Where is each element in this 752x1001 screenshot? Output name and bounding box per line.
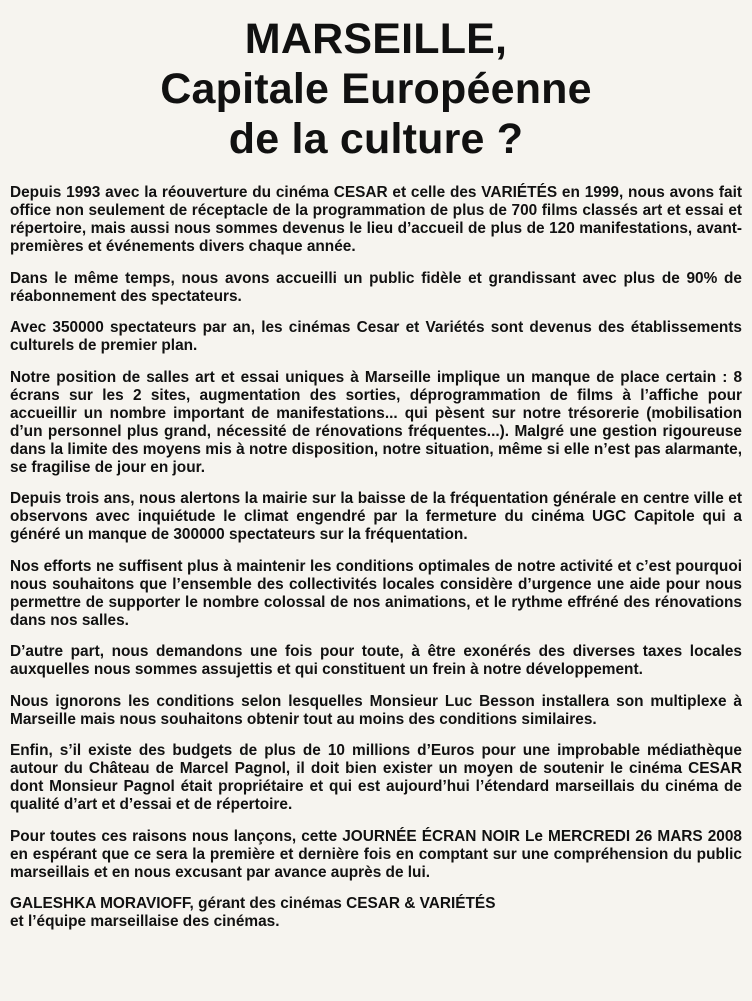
title-line-3: de la culture ?	[228, 115, 524, 163]
paragraph-6: Nos efforts ne suffisent plus à maintenir les conditions optimales de notre activité et c’est pourquoi nous souhaitons que l’ensemble des collectivités locales considère d’urgence une aide pour nous permettre de supporter le nombre colossal de nos animations, et le rythme effréné des rénovations dans nos salles.	[10, 557, 742, 629]
title-line-1: MARSEILLE,	[244, 15, 508, 63]
document-body	[10, 184, 742, 931]
paragraph-7: D’autre part, nous demandons une fois pour toute, à être exonérés des diverses taxes locales auxquelles nous sommes assujettis et qui constituent un frein à notre développement.	[10, 643, 742, 678]
title-line-2: Capitale Européenne	[160, 65, 592, 113]
page-title	[10, 14, 742, 164]
signature-line-2: et l’équipe marseillaise des cinémas.	[10, 913, 280, 930]
paragraph-10: Pour toutes ces raisons nous lançons, cette JOURNÉE ÉCRAN NOIR Le MERCREDI 26 MARS 2008 en espérant que ce sera la première et dernière fois en comptant sur une compréhension du public marseillais et en nous excusant par avance auprès de lui.	[10, 827, 742, 881]
paragraph-3: Avec 350000 spectateurs par an, les cinémas Cesar et Variétés sont devenus des établissements culturels de premier plan.	[10, 319, 742, 354]
paragraph-1: Depuis 1993 avec la réouverture du cinéma CESAR et celle des VARIÉTÉS en 1999, nous avons fait office non seulement de réceptacle de la programmation de plus de 700 films classés art et essai et répertoire, mais aussi nous sommes devenus le lieu d’accueil de plus de 120 manifestations, avant-premières et événements divers chaque année.	[10, 184, 742, 255]
signature-line-1: GALESHKA MORAVIOFF, gérant des cinémas CESAR & VARIÉTÉS	[10, 895, 496, 912]
paragraph-8: Nous ignorons les conditions selon lesquelles Monsieur Luc Besson installera son multiplexe à Marseille mais nous souhaitons obtenir tout au moins des conditions similaires.	[10, 692, 742, 728]
signature	[10, 895, 742, 931]
paragraph-5: Depuis trois ans, nous alertons la mairie sur la baisse de la fréquentation générale en centre ville et observons avec inquiétude le climat engendré par la fermeture du cinéma UGC Capitole qui a généré un manque de 300000 spectateurs sur la fréquentation.	[10, 490, 742, 543]
paragraph-4: Notre position de salles art et essai uniques à Marseille implique un manque de place certain : 8 écrans sur les 2 sites, augmentation des sorties, déprogrammation de films à l’affiche pour accueillir un nombre important de manifestations... qui pèsent sur notre trésorerie (mobilisation d’un personnel plus grand, nécessité de rénovations fréquentes...). Malgré une gestion rigoureuse dans la limite des moyens mis à notre disposition, notre situation, même si elle n’est pas alarmante, se fragilise de jour en jour.	[10, 368, 742, 476]
paragraph-9: Enfin, s’il existe des budgets de plus de 10 millions d’Euros pour une improbable médiathèque autour du Château de Marcel Pagnol, il doit bien exister un moyen de soutenir le cinéma CESAR dont Monsieur Pagnol était propriétaire et qui est aujourd’hui l’étendard marseillais du cinéma de qualité d’art et d’essai et de répertoire.	[10, 742, 742, 813]
paragraph-2: Dans le même temps, nous avons accueilli un public fidèle et grandissant avec plus de 90% de réabonnement des spectateurs.	[10, 269, 742, 305]
